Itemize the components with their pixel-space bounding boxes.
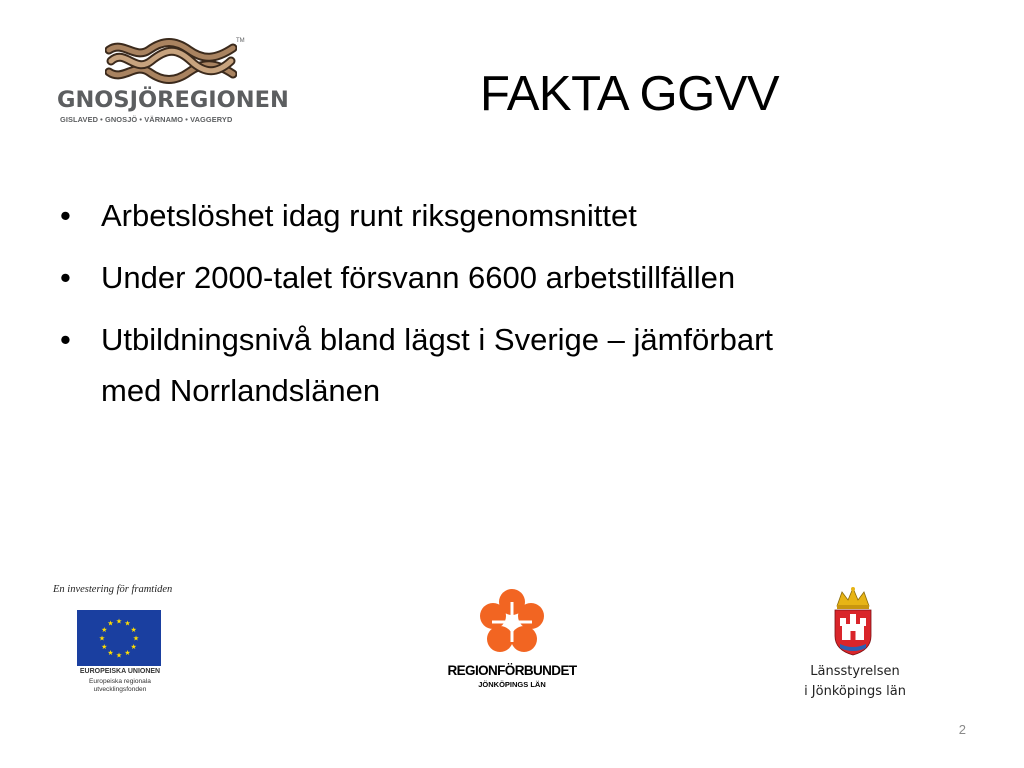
bullet-item [60,190,820,241]
slide-title: FAKTA GGVV [480,67,780,121]
eu-star-icon: ★ [115,618,123,626]
eu-flag-icon [77,610,161,666]
eu-star-icon: ★ [101,626,108,634]
eu-name-line3: utvecklingsfonden [93,686,147,693]
bullet-text: Utbildningsnivå bland lägst i Sverige – jämförbart med Norrlandslänen [101,322,774,408]
bullet-item [60,252,820,303]
gnosjoregionen-logo [57,38,289,130]
regionforbundet-subtitle: JÖNKÖPINGS LÄN [478,680,546,689]
knot-emblem-icon [105,38,237,84]
eu-star-icon: ★ [132,635,140,643]
lansstyrelsen-name-line2: i Jönköpings län [804,684,906,699]
eu-star-icon: ★ [130,626,137,634]
crest-icon [828,586,878,656]
eu-name-line1: EUROPEISKA UNIONEN [79,668,161,675]
lansstyrelsen-logo [792,586,918,710]
regionforbundet-name: REGIONFÖRBUNDET [447,663,577,678]
logo-name: GNOSJÖREGIONEN [57,87,289,113]
eu-star-icon: ★ [124,650,131,657]
bullet-dot-icon: • [60,260,71,295]
eu-logo [53,584,193,704]
flower-icon [478,588,546,656]
eu-star-icon: ★ [115,652,123,660]
bullet-dot-icon: • [60,322,71,357]
lansstyrelsen-name-line1: Länsstyrelsen [810,664,900,679]
eu-star-icon: ★ [107,620,114,628]
bullet-dot-icon: • [60,198,71,233]
bullet-text: Arbetslöshet idag runt riksgenomsnittet [101,198,637,233]
logo-towns: GISLAVED • GNOSJÖ • VÄRNAMO • VAGGERYD [60,115,233,124]
eu-tagline: En investering för framtiden [53,584,173,595]
eu-name-line2: Europeiska regionala [89,678,151,685]
eu-star-icon: ★ [98,635,106,643]
eu-star-icon: ★ [101,643,108,651]
eu-star-icon: ★ [130,643,137,651]
regionforbundet-logo [440,588,584,700]
bullet-text: Under 2000-talet försvann 6600 arbetstillfällen [101,260,736,295]
trademark-mark: TM [236,38,245,44]
bullet-item [60,314,820,416]
bullet-list [60,190,820,427]
eu-star-icon: ★ [107,650,114,657]
page-number: 2 [958,722,966,737]
eu-star-icon: ★ [124,620,131,628]
